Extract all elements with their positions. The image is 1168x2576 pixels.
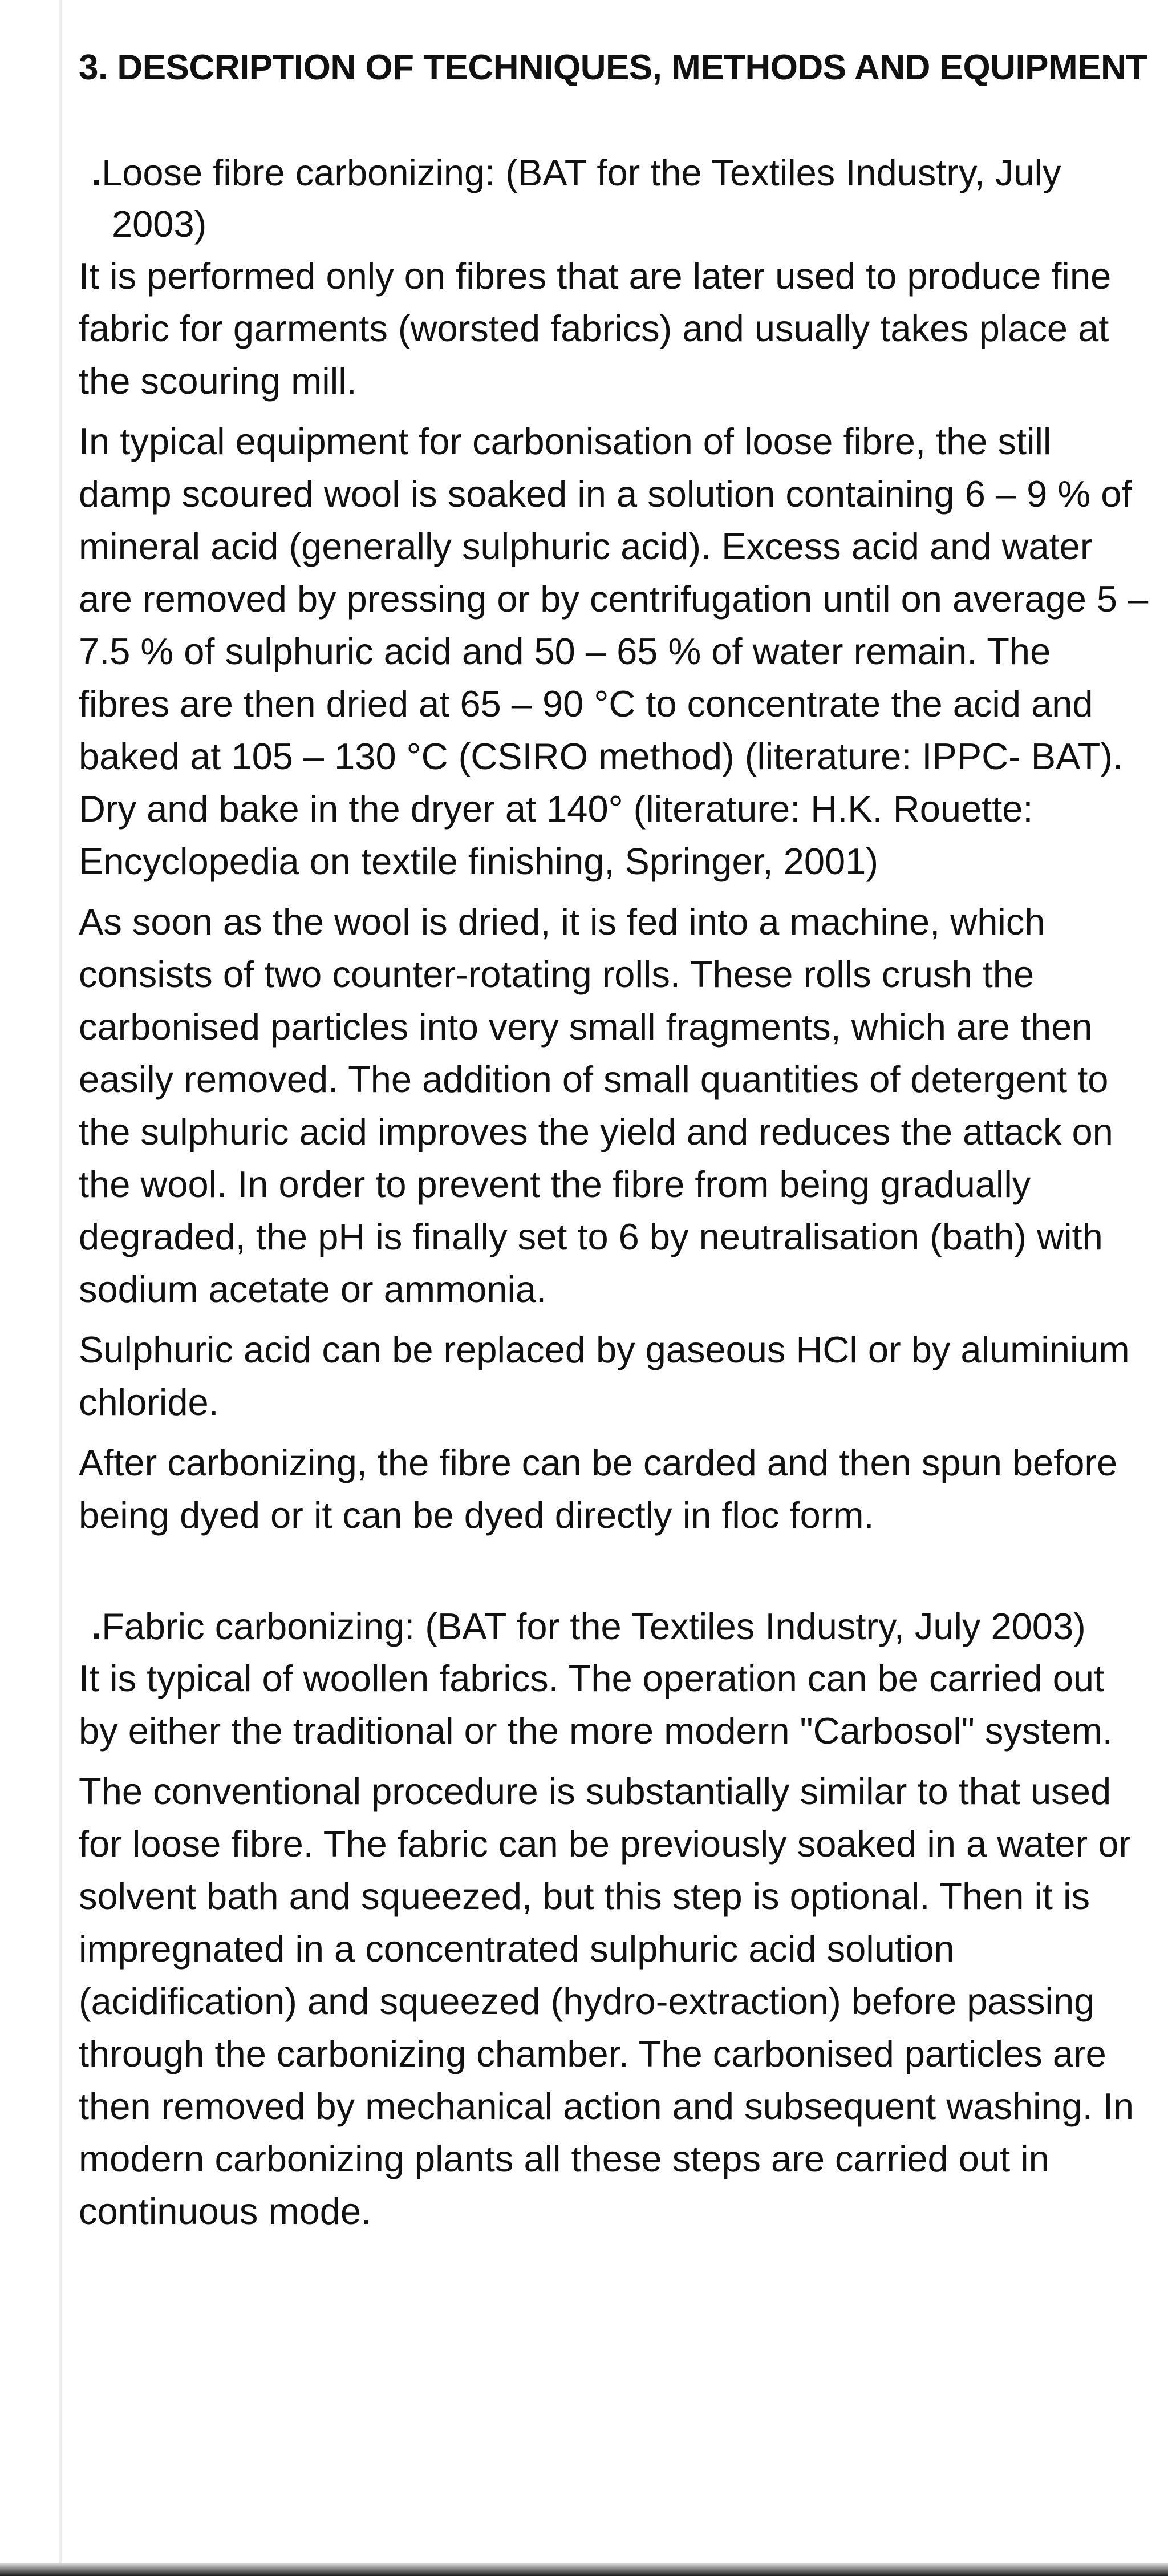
paragraph: It is performed only on fibres that are later used to produce fine fabric for garments (worsted fabrics) and usually takes place at the scouring mill. — [79, 255, 1112, 402]
bullet-dot: . — [91, 1606, 102, 1647]
document-title: 3. DESCRIPTION OF TECHNIQUES, METHODS AND EQUIPMENT — [79, 48, 1147, 87]
section-heading-text: Fabric carbonizing: (BAT for the Textiles Industry, July 2003) — [102, 1606, 1086, 1647]
paragraph: In typical equipment for carbonisation of loose fibre, the still damp scoured wool is soaked in a solution containing 6 – 9 % of mineral acid (generally sulphuric acid). Excess acid and water are removed by pressing or by centrifugation until on average 5 – 7.5 % of sulphuric acid and 50 – 65 % of water remain. The fibres are then dried at 65 – 90 °C to concentrate the acid and baked at 105 – 130 °C (CSIRO method) (literature: IPPC- BAT). Dry and bake in the dryer at 140° (literature: H.K. Rouette: Encyclopedia on textile finishing, Springer, 2001) — [79, 420, 1149, 882]
section-spacer — [79, 1550, 1151, 1601]
paragraph: After carbonizing, the fibre can be carded and then spun before being dyed or it can be dyed directly in floc form. — [79, 1442, 1118, 1536]
paragraph: The conventional procedure is substantially similar to that used for loose fibre. The fabric can be previously soaked in a water or solvent bath and squeezed, but this step is optional. Then it is impregnated in a concentrated sulphuric acid solution (acidification) and squeezed (hydro-extraction) before passing through the carbonizing chamber. The carbonised particles are then removed by mechanical action and subsequent washing. In modern carbonizing plants all these steps are carried out in continuous mode. — [79, 1770, 1134, 2232]
paragraph: As soon as the wool is dried, it is fed into a machine, which consists of two counter-rotating rolls. These rolls crush the carbonised particles into very small fragments, which are then easily removed. The addition of small quantities of detergent to the sulphuric acid improves the yield and reduces the attack on the wool. In order to prevent the fibre from being gradually degraded, the pH is finally set to 6 by neutralisation (bath) with sodium acetate or ammonia. — [79, 901, 1113, 1310]
section-heading-text: Loose fibre carbonizing: (BAT for the Textiles Industry, July 2003) — [102, 152, 1061, 245]
document-page — [79, 41, 1151, 2246]
paragraph: Sulphuric acid can be replaced by gaseous HCl or by aluminium chloride. — [79, 1329, 1130, 1423]
section-loose-fibre — [79, 147, 1151, 1542]
margin-rule — [59, 0, 62, 2576]
section-heading — [91, 1601, 1151, 1652]
section-heading — [91, 147, 1151, 250]
bullet-dot: . — [91, 152, 102, 193]
section-fabric — [79, 1601, 1151, 2238]
paragraph: It is typical of woollen fabrics. The operation can be carried out by either the traditional or the more modern "Carbosol" system. — [79, 1657, 1113, 1752]
bottom-edge-shadow — [0, 2563, 1168, 2576]
